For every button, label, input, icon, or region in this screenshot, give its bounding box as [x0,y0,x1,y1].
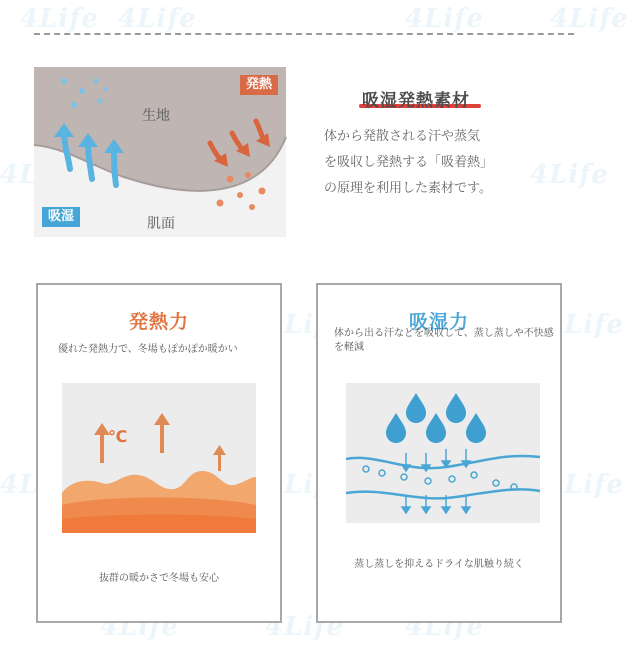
fabric-skin-diagram [34,67,286,237]
absorb-card-caption: 蒸し蒸しを抑えるドライな肌触り続く [354,559,524,570]
watermark: 4Life [530,160,609,190]
heat-card-title: 発熱力 [128,311,189,333]
celsius-label: ℃ [108,427,128,446]
description-line: を吸収し発熱する「吸着熱」 [324,155,494,170]
description-line: 体から発散される汗や蒸気 [324,129,481,144]
material-title: 吸湿発熱素材 [362,91,470,111]
heat-badge: 発熱 [240,75,278,95]
watermark: 4Life [265,612,344,642]
heat-illustration [62,383,256,533]
dashed-divider [34,33,574,35]
material-description [324,124,594,202]
watermark: 4Life [405,4,484,34]
moisture-wave-icon [346,383,540,523]
heat-waves-icon [62,383,256,533]
skin-label: 肌面 [147,216,175,232]
watermark: 4Life [550,4,629,34]
heat-feature-card [36,283,282,623]
watermark: 4Life [100,612,179,642]
absorb-card-subtitle: 体から出る汗などを吸収して、蒸し蒸しや不快感を軽減 [334,328,554,353]
heat-card-caption: 抜群の暖かさで冬場も安心 [99,573,219,584]
watermark: 4Life [118,4,197,34]
watermark: 4Life [265,470,344,500]
watermark: 4Life [20,4,99,34]
description-line: の原理を利用した素材です。 [324,181,492,196]
fabric-label: 生地 [142,108,170,124]
absorb-badge: 吸湿 [42,207,80,227]
heat-card-subtitle: 優れた発熱力で、冬場もぽかぽか暖かい [58,344,238,355]
watermark: 4Life [545,310,624,340]
watermark: 4Life [405,612,484,642]
watermark: 4Life [545,470,624,500]
absorb-illustration [346,383,540,523]
absorb-feature-card [316,283,562,623]
absorb-card-title: 吸湿力 [408,311,469,333]
watermark: 4Life [265,310,344,340]
